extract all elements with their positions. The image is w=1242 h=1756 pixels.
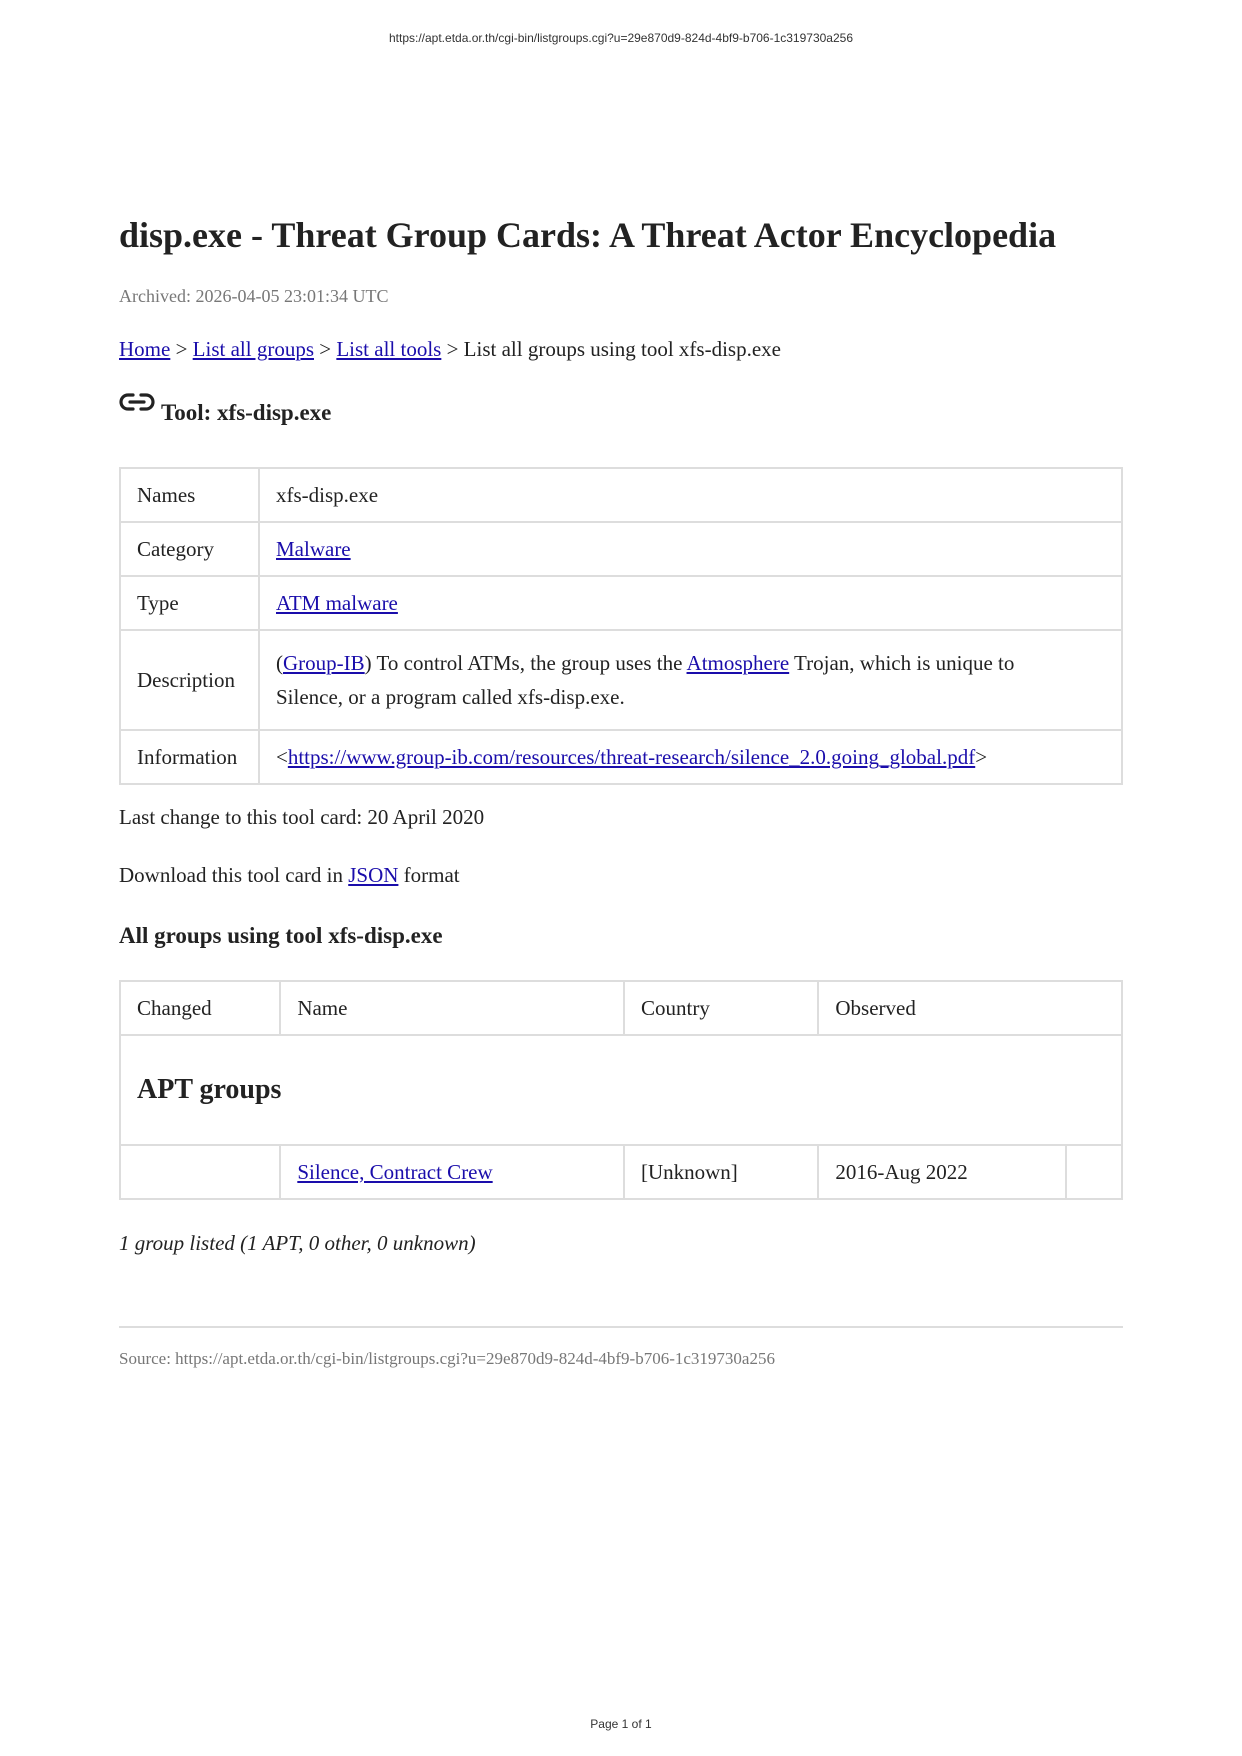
column-header-changed: Changed (120, 981, 280, 1035)
category-label: Category (120, 522, 259, 576)
table-row (120, 1145, 1122, 1199)
category-link[interactable]: Malware (276, 537, 351, 561)
column-header-name: Name (280, 981, 624, 1035)
names-value: xfs-disp.exe (259, 468, 1122, 522)
type-cell (259, 576, 1122, 630)
description-text: Trojan, which is unique to (789, 651, 1015, 675)
changed-cell (120, 1145, 280, 1199)
download-line (119, 863, 460, 888)
column-header-country: Country (624, 981, 818, 1035)
groups-section-title: All groups using tool xfs-disp.exe (119, 923, 443, 948)
category-cell (259, 522, 1122, 576)
page-title: disp.exe - Threat Group Cards: A Threat Actor Encyclopedia (119, 215, 1057, 255)
breadcrumb-list-groups-link[interactable]: List all groups (192, 337, 314, 361)
empty-cell (1066, 1145, 1122, 1199)
table-row (120, 730, 1122, 784)
table-header-row (120, 981, 1122, 1035)
tool-title: Tool: xfs-disp.exe (161, 400, 332, 425)
table-row (120, 630, 1122, 730)
names-label: Names (120, 468, 259, 522)
column-header-observed: Observed (818, 981, 1122, 1035)
archived-timestamp: Archived: 2026-04-05 23:01:34 UTC (119, 286, 389, 306)
tool-info-table (119, 467, 1123, 785)
print-header-url: https://apt.etda.or.th/cgi-bin/listgroups.cgi?u=29e870d9-824d-4bf9-b706-1c319730a256 (388, 31, 853, 45)
description-text: Silence, or a program called xfs-disp.exe. (276, 685, 625, 709)
breadcrumb-list-tools-link[interactable]: List all tools (336, 337, 442, 361)
type-link[interactable]: ATM malware (276, 591, 398, 615)
description-text: ) To control ATMs, the group uses the (364, 651, 687, 675)
information-close: > (975, 745, 988, 769)
description-open-paren: ( (276, 651, 283, 675)
observed-cell: 2016-Aug 2022 (818, 1145, 1065, 1199)
group-count-summary: 1 group listed (1 APT, 0 other, 0 unknown) (119, 1231, 476, 1255)
type-label: Type (120, 576, 259, 630)
table-row (120, 468, 1122, 522)
country-cell: [Unknown] (624, 1145, 818, 1199)
table-row (120, 576, 1122, 630)
information-label: Information (120, 730, 259, 784)
atmosphere-link[interactable]: Atmosphere (686, 651, 790, 675)
tool-heading (119, 400, 331, 426)
divider (119, 1326, 1123, 1328)
download-suffix: format (398, 863, 460, 887)
apt-groups-heading: APT groups (120, 1035, 1122, 1145)
breadcrumb-separator: > (170, 337, 193, 361)
table-row (120, 522, 1122, 576)
link-icon (119, 390, 155, 414)
page-number: Page 1 of 1 (590, 1717, 652, 1731)
group-name-cell (280, 1145, 624, 1199)
groups-table (119, 980, 1123, 1200)
group-name-link[interactable]: Silence, Contract Crew (297, 1159, 493, 1184)
breadcrumb-home-link[interactable]: Home (119, 337, 171, 361)
breadcrumb (119, 337, 781, 362)
breadcrumb-current: > List all groups using tool xfs-disp.exe (441, 337, 781, 361)
breadcrumb-separator: > (314, 337, 337, 361)
description-source-link[interactable]: Group-IB (283, 651, 365, 675)
download-prefix: Download this tool card in (119, 863, 349, 887)
json-download-link[interactable]: JSON (348, 863, 399, 887)
source-url: Source: https://apt.etda.or.th/cgi-bin/listgroups.cgi?u=29e870d9-824d-4bf9-b706-1c319730a256 (119, 1349, 775, 1368)
description-label: Description (120, 630, 259, 730)
category-row (120, 1035, 1122, 1145)
information-open: < (276, 745, 288, 769)
last-change-text: Last change to this tool card: 20 April 2020 (119, 805, 485, 829)
information-link[interactable]: https://www.group-ib.com/resources/threat-research/silence_2.0.going_global.pdf (287, 745, 976, 769)
description-cell (259, 630, 1122, 730)
information-cell (259, 730, 1122, 784)
